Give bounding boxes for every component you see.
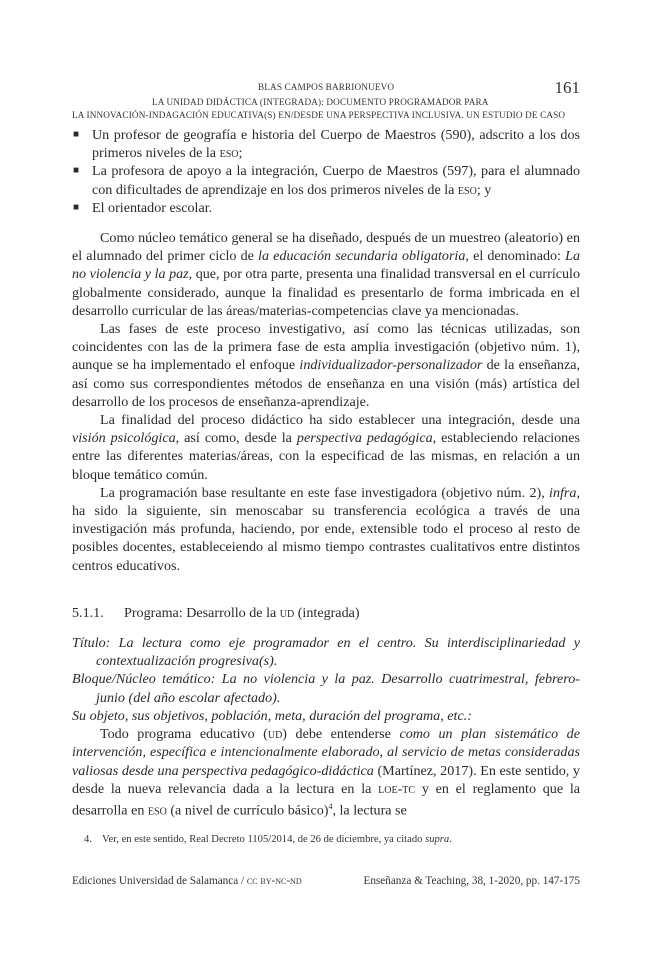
paragraph-thematic-core: Como núcleo temático general se ha diseñado, después de un muestreo (aleatorio) en el alumnado del primer ciclo de la educación secundaria obligatoria, el denominado: La no violencia y la paz, que, por otra parte, presenta una finalidad transversal en el currículo globalmente considerado, aunque la finalidad es presentarlo de forma imbricada en el desarrollo curricular de las áreas/materias-competencias clave ya mencionadas. [72, 230, 580, 319]
program-object: Su objeto, sus objetivos, población, meta, duración del programa, etc.: [72, 707, 472, 724]
footer-journal: Enseñanza & Teaching, 38, 1-2020, pp. 147-175 [363, 875, 580, 887]
paragraph-phases: Las fases de este proceso investigativo, así como las técnicas utilizadas, son coincidentes con las de la primera fase de esta amplia investigación (objetivo núm. 1), aunque se ha implementado el enfoque individualizador-personalizador de la enseñanza, así como sus correspondientes métodos de enseñanza en una visión (más) artística del desarrollo de los procesos de enseñanza-aprendizaje. [72, 321, 580, 410]
footer-publisher: Ediciones Universidad de Salamanca / cc by-nc-nd [72, 875, 302, 887]
page-number: 161 [554, 78, 580, 97]
running-header-title-line1: LA UNIDAD DIDÁCTICA (INTEGRADA): DOCUMENTO PROGRAMADOR PARA [152, 97, 489, 107]
square-bullet-icon: ■ [73, 201, 80, 213]
list-item: ■ El orientador escolar. [73, 199, 213, 216]
paragraph-purpose: La finalidad del proceso didáctico ha sido establecer una integración, desde una visión psicológica, así como, desde la perspectiva pedagógica, estableciendo relaciones entre las diferentes materias/áreas, con la especificad de las mismas, en relación a un bloque temático común. [72, 412, 580, 483]
footnote: 4. Ver, en este sentido, Real Decreto 1105/2014, de 26 de diciembre, ya citado supra. [84, 834, 452, 845]
list-item: ■ Un profesor de geografía e historia del Cuerpo de Maestros (590), adscrito a los dos primeros niveles de la eso; [73, 127, 580, 162]
page-body [72, 126, 580, 820]
staff-list [72, 126, 580, 217]
paragraph-program-definition: Todo programa educativo (ud) debe entenderse como un plan sistemático de intervención, específica e intencionalmente elaborado, al servicio de metas consideradas valiosas desde una perspectiva pedagógico-didáctica (Martínez, 2017). En este sentido, y desde la nueva relevancia dada a la lectura en la loe-tc y en el reglamento que la desarrolla en eso (a nivel de currículo básico)$^4$, la lectura se [72, 726, 581, 819]
list-item: ■ La profesora de apoyo a la integración, Cuerpo de Maestros (597), para el alumnado con dificultades de aprendizaje en los dos primeros niveles de la eso; y [73, 163, 580, 198]
running-header-author: BLAS CAMPOS BARRIONUEVO [258, 82, 395, 92]
section-heading: 5.1.1. Programa: Desarrollo de la ud (integrada) [72, 604, 360, 621]
square-bullet-icon: ■ [73, 129, 80, 140]
program-block: Bloque/Núcleo temático: La no violencia y la paz. Desarrollo cuatrimestral, febrero-junio (del año escolar afectado). [72, 671, 580, 706]
square-bullet-icon: ■ [73, 165, 80, 177]
program-title: Título: La lectura como eje programador en el centro. Su interdisciplinariedad y contextualización progresiva(s). [72, 635, 580, 670]
paragraph-programming: La programación base resultante en este fase investigadora (objetivo núm. 2), infra, ha sido la siguiente, sin menoscabar su transferencia ecológica a través de una investigación más profunda, haciendo, por ende, extensible todo el proceso al resto de posibles docentes, estableceiendo al mismo tiempo contrastes cualitativos entre distintos centros educativos. [72, 484, 580, 574]
running-header-title-line2: LA INNOVACIÓN-INDAGACIÓN EDUCATIVA(S) EN/DESDE UNA PERSPECTIVA INCLUSIVA. UN ESTUDIO DE CASO [72, 110, 566, 120]
